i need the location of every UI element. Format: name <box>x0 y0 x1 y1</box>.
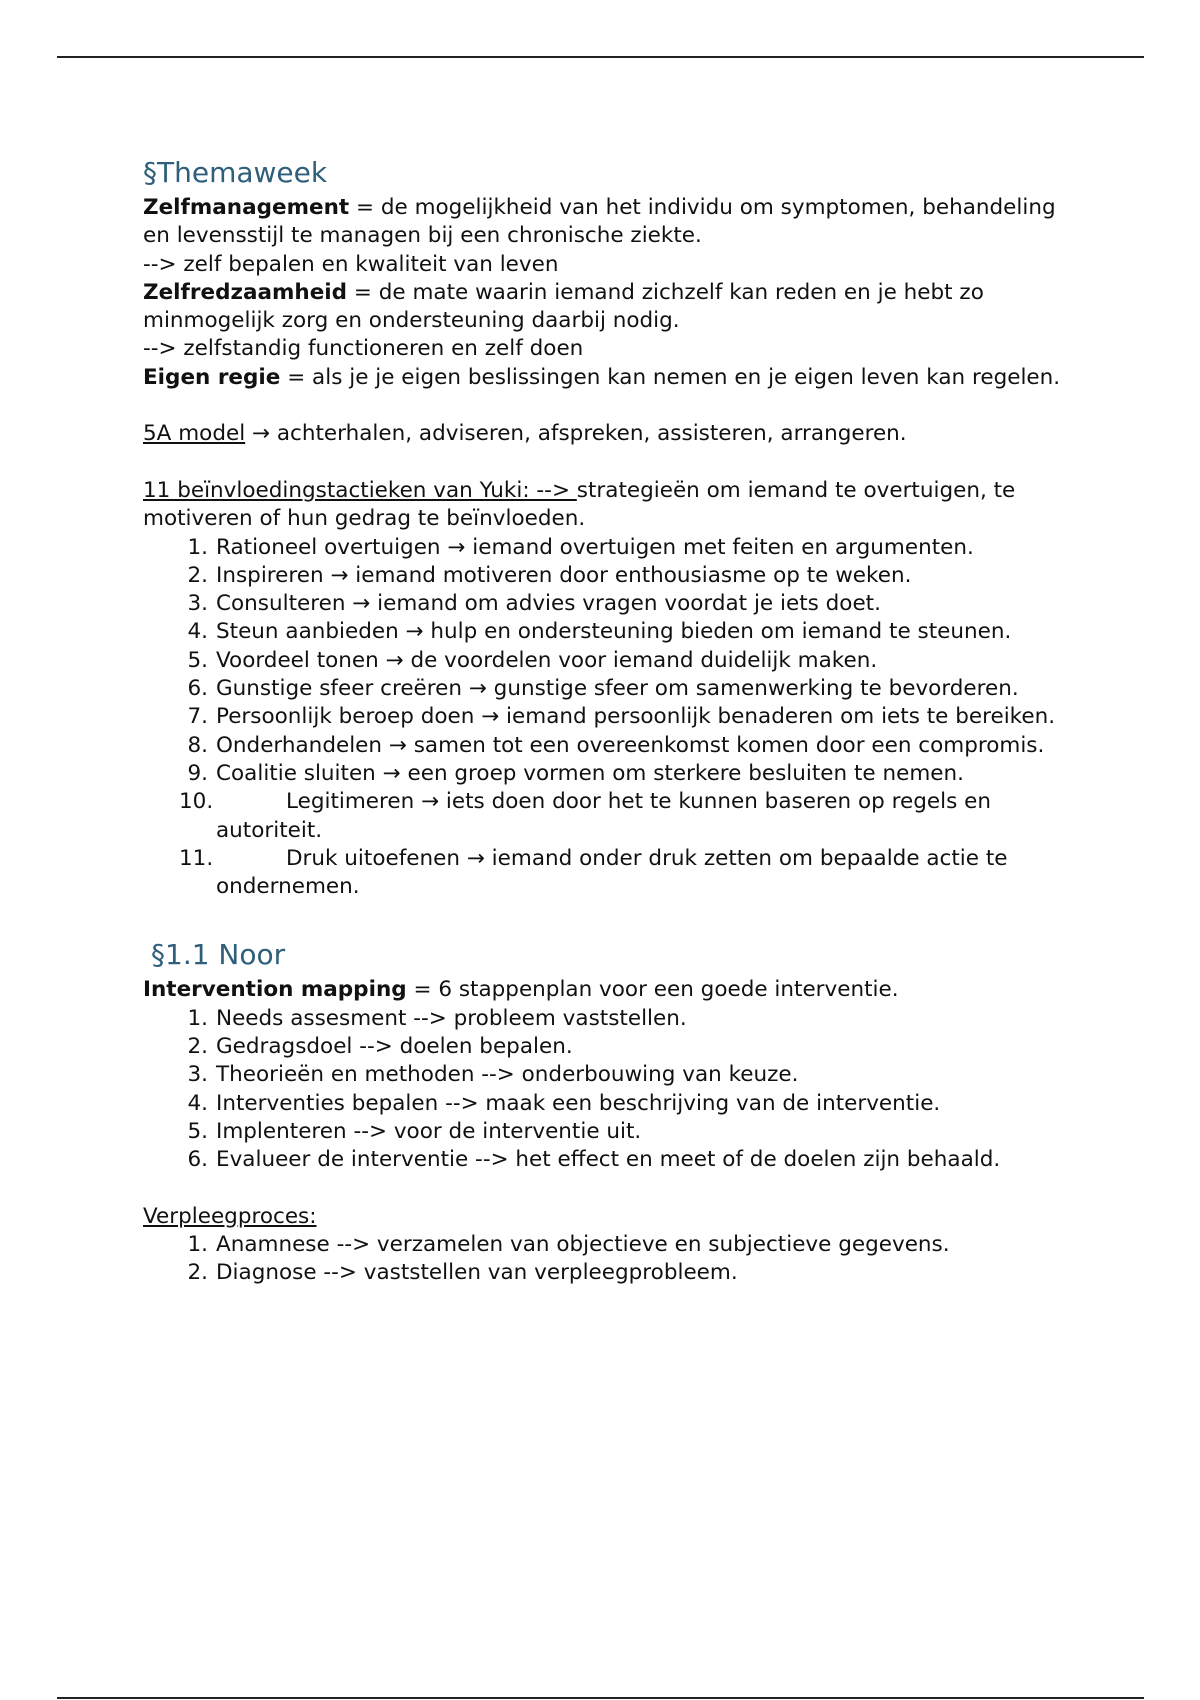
list-text: Steun aanbieden → hulp en ondersteuning bieden om iemand te steunen. <box>216 619 1012 645</box>
list-number: 6. <box>187 1147 208 1173</box>
definition-intervention-mapping <box>143 976 1083 1004</box>
list-text: Consulteren → iemand om advies vragen voordat je iets doet. <box>216 591 881 617</box>
list-number: 1. <box>187 534 208 560</box>
list-text: Implenteren --> voor de interventie uit. <box>216 1118 642 1144</box>
verpleegproces-title: Verpleegproces: <box>143 1203 317 1229</box>
model-5a-label: 5A model <box>143 421 246 447</box>
list-number: 2. <box>187 1260 208 1286</box>
list-item <box>143 618 1083 646</box>
definition-zelfredzaamheid <box>143 279 1083 336</box>
definition-text: = 6 stappenplan voor een goede interventie. <box>406 977 899 1003</box>
definition-text: = de mogelijkheid van het individu om symptomen, behandeling en levensstijl te managen bij een chronische ziekte. <box>143 195 1056 249</box>
list-item <box>143 788 1083 845</box>
term-intervention-mapping: Intervention mapping <box>143 977 407 1003</box>
definition-text: = als je je eigen beslissingen kan nemen en je eigen leven kan regelen. <box>280 364 1061 390</box>
tactics-text: strategieën om iemand te overtuigen, te motiveren of hun gedrag te beïnvloeden. <box>143 477 1016 532</box>
list-number: 5. <box>187 647 208 673</box>
list-item <box>143 760 1083 788</box>
list-text: Rationeel overtuigen → iemand overtuigen met feiten en argumenten. <box>216 534 974 560</box>
list-number: 4. <box>187 619 208 645</box>
list-number: 6. <box>187 676 208 702</box>
list-item <box>143 647 1083 675</box>
model-5a-text: → achterhalen, adviseren, afspreken, assisteren, arrangeren. <box>245 421 907 447</box>
list-item <box>143 1259 1083 1287</box>
definition-eigen-regie <box>143 364 1083 392</box>
tactics-label: 11 beïnvloedingstactieken van Yuki: --> <box>143 477 577 503</box>
list-text: Diagnose --> vaststellen van verpleegprobleem. <box>216 1260 738 1286</box>
term-zelfredzaamheid: Zelfredzaamheid <box>143 279 348 305</box>
intervention-steps-list <box>143 1005 1083 1175</box>
note-zelfmanagement: --> zelf bepalen en kwaliteit van leven <box>143 251 559 277</box>
list-number: 1. <box>187 1232 208 1258</box>
list-text: Needs assesment --> probleem vaststellen. <box>216 1005 687 1031</box>
list-text: Legitimeren → iets doen door het te kunnen baseren op regels en autoriteit. <box>216 789 991 843</box>
definition-zelfmanagement <box>143 194 1083 251</box>
section-heading-noor: §1.1 Noor <box>151 938 286 972</box>
spacer <box>143 392 1083 420</box>
list-item <box>143 703 1083 731</box>
list-text: Voordeel tonen → de voordelen voor iemand duidelijk maken. <box>216 647 878 673</box>
list-number: 8. <box>187 732 208 758</box>
list-number: 10. <box>179 789 214 815</box>
list-item <box>143 1061 1083 1089</box>
list-text: Gedragsdoel --> doelen bepalen. <box>216 1034 573 1060</box>
tactics-intro <box>143 477 1083 534</box>
list-number: 3. <box>187 591 208 617</box>
list-text: Gunstige sfeer creëren → gunstige sfeer om samenwerking te bevorderen. <box>216 676 1019 702</box>
spacer <box>143 1175 1083 1203</box>
list-number: 4. <box>187 1090 208 1116</box>
document-body <box>143 153 1083 1288</box>
footer-rule <box>57 1697 1144 1699</box>
verpleegproces-label <box>143 1203 1083 1231</box>
list-text: Evalueer de interventie --> het effect en meet of de doelen zijn behaald. <box>216 1147 1001 1173</box>
list-text: Persoonlijk beroep doen → iemand persoonlijk benaderen om iets te bereiken. <box>216 704 1056 730</box>
list-item <box>143 534 1083 562</box>
list-item <box>143 562 1083 590</box>
list-text: Anamnese --> verzamelen van objectieve en subjectieve gegevens. <box>216 1232 950 1258</box>
list-number: 2. <box>187 1034 208 1060</box>
list-item <box>143 1005 1083 1033</box>
list-number: 11. <box>179 845 214 871</box>
verpleegproces-list <box>143 1231 1083 1288</box>
header-rule <box>57 56 1144 58</box>
list-number: 2. <box>187 562 208 588</box>
term-zelfmanagement: Zelfmanagement <box>143 195 350 220</box>
list-item <box>143 732 1083 760</box>
model-5a <box>143 420 1083 448</box>
list-text: Druk uitoefenen → iemand onder druk zetten om bepaalde actie te ondernemen. <box>216 845 1008 900</box>
list-item <box>143 1033 1083 1061</box>
list-item <box>143 1231 1083 1259</box>
list-item <box>143 1090 1083 1118</box>
list-item <box>143 1118 1083 1146</box>
list-text: Onderhandelen → samen tot een overeenkomst komen door een compromis. <box>216 732 1045 758</box>
list-number: 1. <box>187 1005 208 1031</box>
list-number: 7. <box>187 704 208 730</box>
list-item <box>143 590 1083 618</box>
definition-text: = de mate waarin iemand zichzelf kan reden en je hebt zo minmogelijk zorg en ondersteuning daarbij nodig. <box>143 279 984 334</box>
list-number: 3. <box>187 1062 208 1088</box>
list-item <box>143 675 1083 703</box>
term-eigen-regie: Eigen regie <box>143 364 281 390</box>
list-text: Inspireren → iemand motiveren door enthousiasme op te weken. <box>216 562 912 588</box>
note-zelfredzaamheid: --> zelfstandig functioneren en zelf doen <box>143 336 584 362</box>
list-text: Theorieën en methoden --> onderbouwing van keuze. <box>216 1062 799 1088</box>
spacer <box>143 449 1083 477</box>
list-number: 5. <box>187 1118 208 1144</box>
tactics-list <box>143 534 1083 902</box>
list-text: Coalitie sluiten → een groep vormen om sterkere besluiten te nemen. <box>216 760 964 786</box>
list-text: Interventies bepalen --> maak een beschrijving van de interventie. <box>216 1090 941 1116</box>
list-number: 9. <box>187 760 208 786</box>
list-item <box>143 1146 1083 1174</box>
section-heading-themaweek: §Themaweek <box>143 156 328 189</box>
list-item <box>143 845 1083 902</box>
